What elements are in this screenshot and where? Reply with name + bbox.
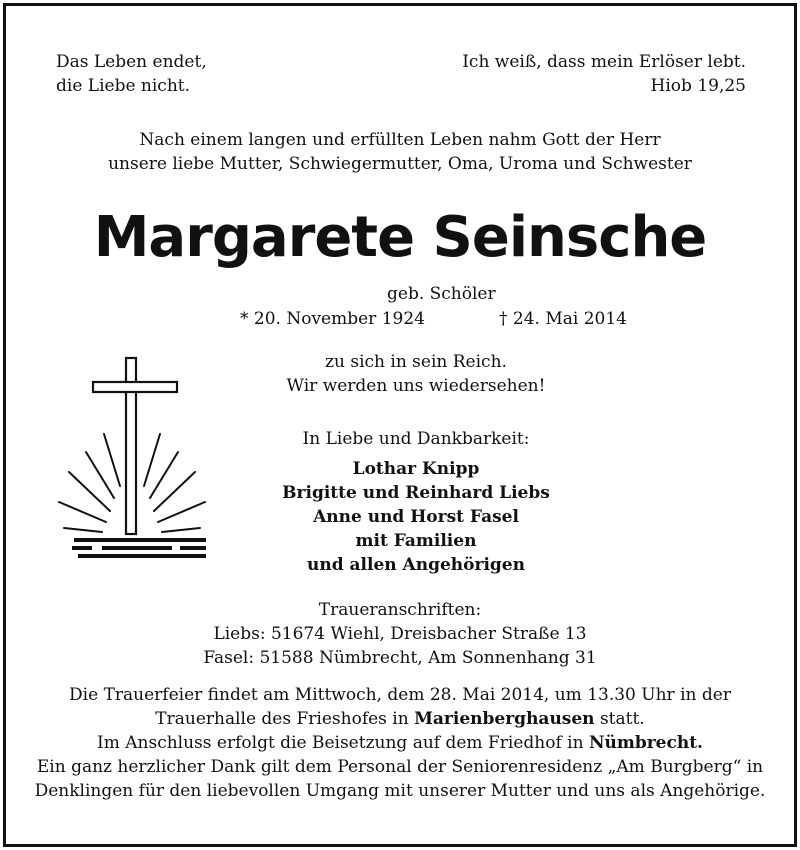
address-fasel: Fasel: 51588 Nümbrecht, Am Sonnenhang 31 bbox=[203, 648, 597, 668]
birth-date: * 20. November 1924 bbox=[240, 309, 425, 329]
quote-right-line1: Ich weiß, dass mein Erlöser lebt. bbox=[462, 52, 746, 72]
mourners-heading: In Liebe und Dankbarkeit: bbox=[302, 429, 530, 449]
quote-left bbox=[56, 50, 207, 98]
obituary-card bbox=[3, 3, 797, 847]
mourner-name: Lothar Knipp bbox=[352, 459, 480, 479]
addresses bbox=[6, 598, 794, 670]
deceased-name: Margarete Seinsche bbox=[93, 205, 707, 270]
mourner-name: Anne und Horst Fasel bbox=[313, 507, 519, 527]
mourner-name: Brigitte und Reinhard Liebs bbox=[282, 483, 550, 503]
address-liebs: Liebs: 51674 Wiehl, Dreisbacher Straße 13 bbox=[213, 624, 587, 644]
ceremony-text bbox=[6, 683, 794, 803]
ceremony-line2: Trauerhalle des Frieshofes in Marienberghausen statt. bbox=[155, 709, 645, 729]
intro-line2: unsere liebe Mutter, Schwiegermutter, Oma, Uroma und Schwester bbox=[108, 154, 692, 174]
ceremony-line1: Die Trauerfeier findet am Mittwoch, dem 28. Mai 2014, um 13.30 Uhr in der bbox=[69, 685, 731, 705]
reign-text bbox=[246, 350, 586, 398]
intro-line1: Nach einem langen und erfüllten Leben nahm Gott der Herr bbox=[139, 130, 661, 150]
birth-name: geb. Schöler bbox=[387, 284, 496, 304]
ceremony-line4: Ein ganz herzlicher Dank gilt dem Personal der Seniorenresidenz „Am Burgberg“ in bbox=[36, 757, 764, 777]
reign-line2: Wir werden uns wiedersehen! bbox=[286, 376, 546, 396]
quote-right bbox=[462, 50, 746, 98]
intro-text bbox=[6, 128, 794, 176]
mourner-name: mit Familien bbox=[355, 531, 477, 551]
ceremony-place: Marienberghausen bbox=[414, 709, 595, 729]
reign-line1: zu sich in sein Reich. bbox=[325, 352, 507, 372]
ceremony-line5: Denklingen für den liebevollen Umgang mit unserer Mutter und uns als Angehörige. bbox=[34, 781, 766, 801]
ceremony-line3: Im Anschluss erfolgt die Beisetzung auf dem Friedhof in Nümbrecht. bbox=[97, 733, 703, 753]
burial-place: Nümbrecht. bbox=[588, 733, 703, 753]
quote-left-line1: Das Leben endet, bbox=[56, 52, 207, 72]
addresses-heading: Traueranschriften: bbox=[318, 600, 482, 620]
mourner-name: und allen Angehörigen bbox=[307, 555, 525, 575]
cross-sunrise-icon bbox=[54, 356, 224, 566]
mourners-list bbox=[246, 457, 586, 577]
death-date: † 24. Mai 2014 bbox=[499, 309, 627, 329]
quote-right-line2: Hiob 19,25 bbox=[650, 76, 746, 96]
quote-left-line2: die Liebe nicht. bbox=[56, 76, 191, 96]
